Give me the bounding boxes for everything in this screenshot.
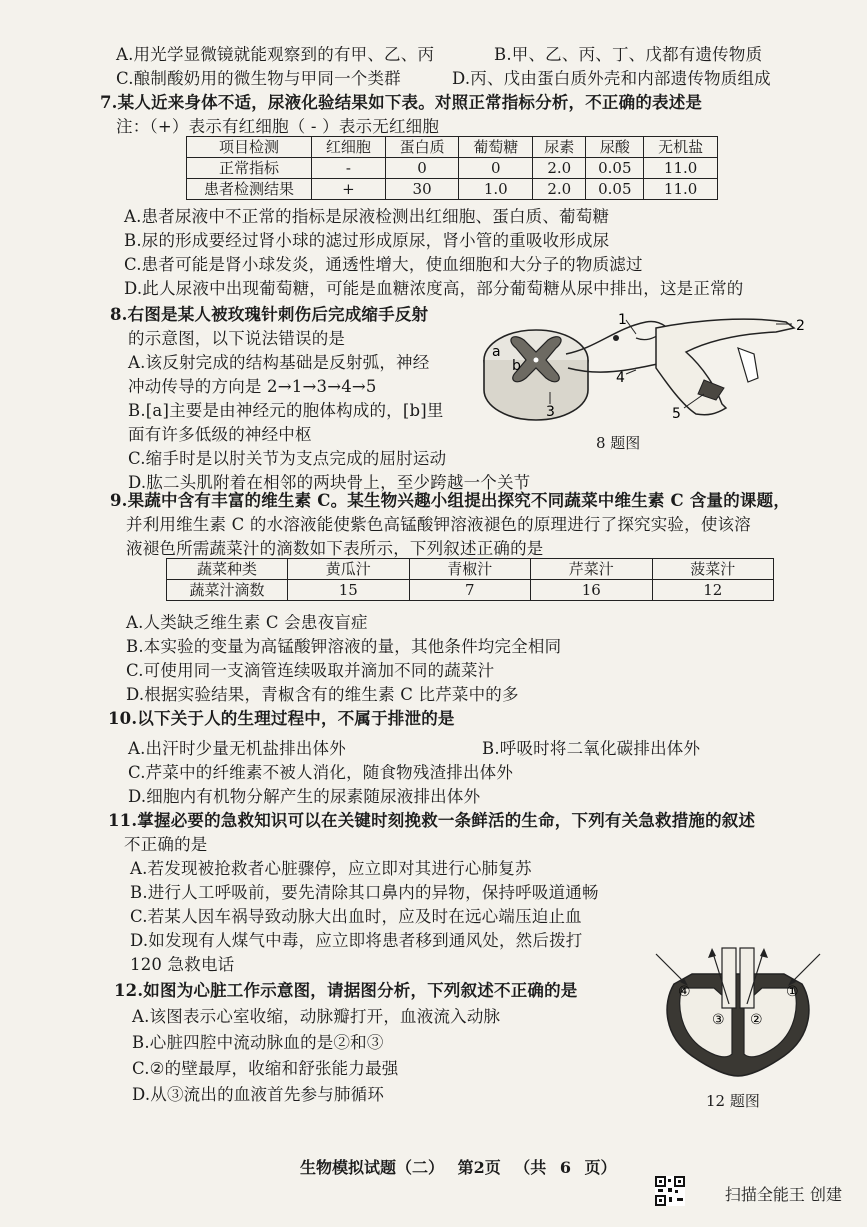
table-cell: +	[312, 179, 386, 200]
table-header: 蔬菜种类	[167, 559, 288, 580]
table-header: 芹菜汁	[531, 559, 653, 580]
table-cell: 2.0	[533, 179, 586, 200]
q8-figure-caption: 8 题图	[596, 434, 641, 452]
q12-option-d: D.从③流出的血液首先参与肺循环	[132, 1085, 385, 1104]
q7-option-a: A.患者尿液中不正常的指标是尿液检测出红细胞、蛋白质、葡萄糖	[124, 207, 610, 226]
table-row	[167, 559, 774, 580]
table-cell: 蔬菜汁滴数	[167, 580, 288, 601]
q6-option-a: A.用光学显微镜就能观察到的有甲、乙、丙	[116, 45, 435, 64]
q12-stem: 12.如图为心脏工作示意图，请据图分析，下列叙述不正确的是	[114, 981, 578, 1000]
q11-option-b: B.进行人工呼吸前，要先清除其口鼻内的异物，保持呼吸道通畅	[130, 883, 599, 902]
q8-option-d: D.肱二头肌附着在相邻的两块骨上，至少跨越一个关节	[128, 473, 531, 492]
vitamin-c-table	[166, 558, 774, 601]
q8-option-b-line2: 面有许多低级的神经中枢	[128, 425, 312, 444]
table-header: 无机盐	[644, 137, 718, 158]
table-cell: 0.05	[586, 179, 644, 200]
table-cell: 0	[385, 158, 459, 179]
q8-stem-line2: 的示意图，以下说法错误的是	[128, 329, 346, 348]
q6-option-d: D.丙、戊由蛋白质外壳和内部遗传物质组成	[452, 69, 771, 88]
table-header: 菠菜汁	[652, 559, 774, 580]
table-header: 尿素	[533, 137, 586, 158]
q11-option-d-line2: 120 急救电话	[130, 955, 235, 974]
chamber-2-label: ②	[750, 1012, 763, 1028]
q10-stem: 10.以下关于人的生理过程中，不属于排泄的是	[108, 709, 455, 728]
q8-option-b-line1: B.[a]主要是由神经元的胞体构成的，[b]里	[128, 401, 444, 420]
reflex-arc-diagram	[476, 308, 816, 438]
q10-option-b: B.呼吸时将二氧化碳排出体外	[482, 739, 701, 758]
q8-option-a-line1: A.该反射完成的结构基础是反射弧，神经	[128, 353, 430, 372]
table-row	[187, 137, 718, 158]
q10-option-a: A.出汗时少量无机盐排出体外	[128, 739, 346, 758]
table-cell: 7	[409, 580, 531, 601]
urine-test-table	[186, 136, 718, 200]
table-cell: 30	[385, 179, 459, 200]
q8-option-c: C.缩手时是以肘关节为支点完成的屈肘运动	[128, 449, 447, 468]
table-cell: 11.0	[644, 179, 718, 200]
page-footer: 生物模拟试题（二） 第2页 （共 6 页）	[300, 1158, 617, 1177]
qr-code-icon	[655, 1176, 685, 1206]
q9-stem-line1: 9.果蔬中含有丰富的维生素 C。某生物兴趣小组提出探究不同蔬菜中维生素 C 含量的课题，	[110, 491, 791, 510]
label-a: a	[492, 344, 501, 360]
q6-option-c: C.酿制酸奶用的微生物与甲同一个类群	[116, 69, 401, 88]
label-3: 3	[546, 404, 555, 420]
table-cell: 正常指标	[187, 158, 312, 179]
table-header: 葡萄糖	[459, 137, 533, 158]
q10-option-d: D.细胞内有机物分解产生的尿素随尿液排出体外	[128, 787, 481, 806]
q9-option-d: D.根据实验结果，青椒含有的维生素 C 比芹菜中的多	[126, 685, 519, 704]
table-cell: 2.0	[533, 158, 586, 179]
table-cell: 16	[531, 580, 653, 601]
table-header: 青椒汁	[409, 559, 531, 580]
table-cell: 1.0	[459, 179, 533, 200]
chamber-3-label: ③	[712, 1012, 725, 1028]
table-cell: 0.05	[586, 158, 644, 179]
table-cell: 12	[652, 580, 774, 601]
chamber-1-label: ①	[786, 984, 799, 1000]
q8-option-a-line2: 冲动传导的方向是 2→1→3→4→5	[128, 377, 377, 396]
q9-stem-line3: 液褪色所需蔬菜汁的滴数如下表所示，下列叙述正确的是	[126, 539, 544, 558]
q7-note: 注：（+）表示有红细胞（ - ）表示无红细胞	[116, 117, 440, 136]
q9-stem-line2: 并利用维生素 C 的水溶液能使紫色高锰酸钾溶液褪色的原理进行了探究实验，使该溶	[126, 515, 751, 534]
table-header: 蛋白质	[385, 137, 459, 158]
q12-option-a: A.该图表示心室收缩，动脉瓣打开，血液流入动脉	[132, 1007, 501, 1026]
table-row	[187, 158, 718, 179]
label-b: b	[512, 358, 521, 374]
q11-option-c: C.若某人因车祸导致动脉大出血时，应及时在远心端压迫止血	[130, 907, 582, 926]
q7-stem: 7.某人近来身体不适，尿液化验结果如下表。对照正常指标分析，不正确的表述是	[100, 93, 703, 112]
q7-option-b: B.尿的形成要经过肾小球的滤过形成原尿，肾小管的重吸收形成尿	[124, 231, 610, 250]
scanner-watermark: 扫描全能王 创建	[724, 1185, 842, 1204]
q7-option-c: C.患者可能是肾小球发炎，通透性增大，使血细胞和大分子的物质滤过	[124, 255, 643, 274]
q11-option-d-line1: D.如发现有人煤气中毒，应立即将患者移到通风处，然后拨打	[130, 931, 583, 950]
q7-option-d: D.此人尿液中出现葡萄糖，可能是血糖浓度高，部分葡萄糖从尿中排出，这是正常的	[124, 279, 744, 298]
table-header: 尿酸	[586, 137, 644, 158]
q11-stem-line2: 不正确的是	[124, 835, 208, 854]
q9-option-a: A.人类缺乏维生素 C 会患夜盲症	[126, 613, 368, 632]
q6-option-b: B.甲、乙、丙、丁、戊都有遗传物质	[494, 45, 763, 64]
label-1: 1	[618, 312, 627, 328]
q9-option-c: C.可使用同一支滴管连续吸取并滴加不同的蔬菜汁	[126, 661, 495, 680]
table-row	[167, 580, 774, 601]
q11-option-a: A.若发现被抢救者心脏骤停，应立即对其进行心肺复苏	[130, 859, 532, 878]
table-cell: -	[312, 158, 386, 179]
table-header: 红细胞	[312, 137, 386, 158]
q10-option-c: C.芹菜中的纤维素不被人消化，随食物残渣排出体外	[128, 763, 514, 782]
table-header: 项目检测	[187, 137, 312, 158]
q11-stem-line1: 11.掌握必要的急救知识可以在关键时刻挽救一条鲜活的生命，下列有关急救措施的叙述	[108, 811, 756, 830]
heart-diagram	[652, 944, 824, 1078]
table-cell: 患者检测结果	[187, 179, 312, 200]
q12-figure-caption: 12 题图	[706, 1092, 760, 1110]
q12-option-b: B.心脏四腔中流动脉血的是②和③	[132, 1033, 384, 1052]
table-row	[187, 179, 718, 200]
label-4: 4	[616, 370, 625, 386]
table-cell: 0	[459, 158, 533, 179]
table-header: 黄瓜汁	[288, 559, 410, 580]
q12-option-c: C.②的壁最厚，收缩和舒张能力最强	[132, 1059, 399, 1078]
chamber-4-label: ④	[678, 984, 691, 1000]
table-cell: 11.0	[644, 158, 718, 179]
label-5: 5	[672, 406, 681, 422]
table-cell: 15	[288, 580, 410, 601]
q8-stem-line1: 8.右图是某人被玫瑰针刺伤后完成缩手反射	[110, 305, 429, 324]
q9-option-b: B.本实验的变量为高锰酸钾溶液的量，其他条件均完全相同	[126, 637, 562, 656]
label-2: 2	[796, 318, 805, 334]
